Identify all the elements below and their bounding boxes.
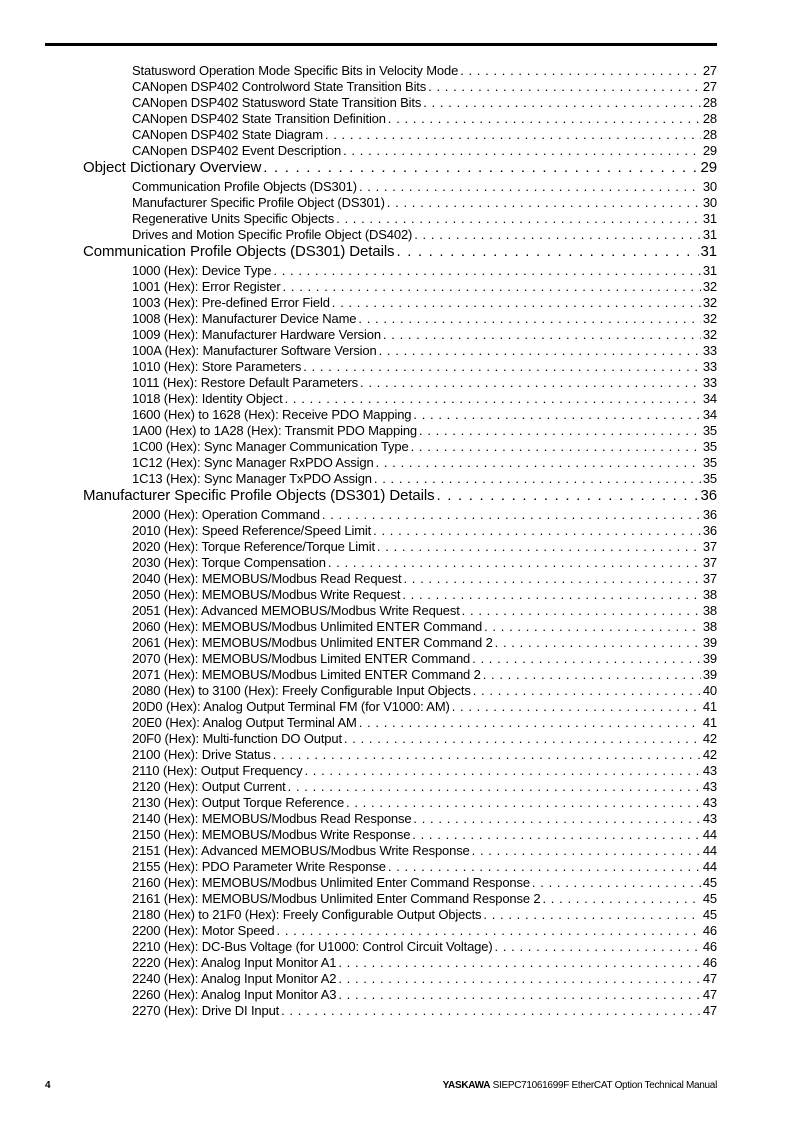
- toc-entry-page: 42: [702, 731, 717, 746]
- toc-entry-page: 37: [702, 571, 717, 586]
- dot-leader: [412, 827, 701, 843]
- toc-entry-title: 2030 (Hex): Torque Compensation: [132, 555, 326, 570]
- toc-entry[interactable]: [83, 843, 717, 859]
- dot-leader: [346, 795, 701, 811]
- toc-section-entry[interactable]: [83, 243, 717, 263]
- toc-entry[interactable]: [83, 195, 717, 211]
- toc-entry-page: 37: [702, 555, 717, 570]
- toc-entry-page: 28: [702, 95, 717, 110]
- toc-entry[interactable]: [83, 891, 717, 907]
- toc-entry-title: 20E0 (Hex): Analog Output Terminal AM: [132, 715, 357, 730]
- toc-entry-page: 35: [702, 471, 717, 486]
- dot-leader: [360, 375, 701, 391]
- toc-entry-title: 2070 (Hex): MEMOBUS/Modbus Limited ENTER Command: [132, 651, 471, 666]
- dot-leader: [388, 111, 701, 127]
- toc-entry-title: 2120 (Hex): Output Current: [132, 779, 286, 794]
- toc-entry[interactable]: [83, 827, 717, 843]
- toc-entry[interactable]: [83, 179, 717, 195]
- toc-entry-title: Statusword Operation Mode Specific Bits in Velocity Mode: [132, 63, 459, 78]
- toc-entry-page: 44: [702, 843, 717, 858]
- footer-manual-title: [443, 1080, 717, 1091]
- toc-entry[interactable]: [83, 907, 717, 923]
- toc-entry[interactable]: [83, 455, 717, 471]
- toc-entry[interactable]: [83, 603, 717, 619]
- dot-leader: [403, 571, 700, 587]
- toc-entry[interactable]: [83, 939, 717, 955]
- toc-entry-page: 45: [702, 875, 717, 890]
- toc-entry-title: 2140 (Hex): MEMOBUS/Modbus Read Response: [132, 811, 412, 826]
- dot-leader: [396, 243, 698, 261]
- toc-entry-page: 40: [702, 683, 717, 698]
- toc-entry[interactable]: [83, 523, 717, 539]
- header-rule: [45, 43, 717, 46]
- toc-entry-title: 1C12 (Hex): Sync Manager RxPDO Assign: [132, 455, 374, 470]
- toc-entry-page: 33: [702, 343, 717, 358]
- toc-entry[interactable]: [83, 63, 717, 79]
- toc-entry-page: 36: [702, 523, 717, 538]
- toc-entry-page: 31: [702, 211, 717, 226]
- dot-leader: [344, 731, 701, 747]
- toc-entry[interactable]: [83, 1003, 717, 1019]
- dot-leader: [402, 587, 701, 603]
- toc-entry-title: CANopen DSP402 State Diagram: [132, 127, 323, 142]
- toc-entry-page: 35: [702, 423, 717, 438]
- toc-entry-page: 32: [702, 311, 717, 326]
- toc-entry-title: Manufacturer Specific Profile Object (DS301): [132, 195, 385, 210]
- toc-entry[interactable]: [83, 359, 717, 375]
- toc-entry-title: 2110 (Hex): Output Frequency: [132, 763, 303, 778]
- toc-entry[interactable]: [83, 79, 717, 95]
- dot-leader: [281, 1003, 701, 1019]
- toc-entry-page: 39: [702, 651, 717, 666]
- dot-leader: [359, 179, 701, 195]
- toc-entry-page: 31: [700, 243, 717, 260]
- table-of-contents: [83, 63, 717, 1019]
- toc-entry-title: 1011 (Hex): Restore Default Parameters: [132, 375, 358, 390]
- toc-entry-page: 39: [702, 667, 717, 682]
- toc-entry-page: 36: [700, 487, 717, 504]
- dot-leader: [387, 195, 701, 211]
- toc-entry[interactable]: [83, 731, 717, 747]
- toc-entry-title: 2050 (Hex): MEMOBUS/Modbus Write Request: [132, 587, 401, 602]
- dot-leader: [437, 487, 699, 505]
- dot-leader: [460, 63, 701, 79]
- dot-leader: [336, 211, 701, 227]
- dot-leader: [283, 279, 701, 295]
- toc-entry-title: CANopen DSP402 Statusword State Transition Bits: [132, 95, 422, 110]
- toc-entry-title: 2080 (Hex) to 3100 (Hex): Freely Configurable Input Objects: [132, 683, 471, 698]
- toc-entry-title: 1001 (Hex): Error Register: [132, 279, 281, 294]
- toc-entry-title: 100A (Hex): Manufacturer Software Version: [132, 343, 377, 358]
- dot-leader: [413, 811, 700, 827]
- toc-entry-title: 1A00 (Hex) to 1A28 (Hex): Transmit PDO Mapping: [132, 423, 417, 438]
- toc-entry-title: 2020 (Hex): Torque Reference/Torque Limit: [132, 539, 375, 554]
- toc-entry[interactable]: [83, 539, 717, 555]
- dot-leader: [322, 507, 701, 523]
- toc-entry-title: 2155 (Hex): PDO Parameter Write Response: [132, 859, 386, 874]
- dot-leader: [413, 407, 700, 423]
- dot-leader: [414, 227, 701, 243]
- toc-entry-page: 27: [702, 63, 717, 78]
- dot-leader: [332, 295, 701, 311]
- dot-leader: [343, 143, 701, 159]
- toc-entry-page: 46: [702, 939, 717, 954]
- toc-entry-title: 2060 (Hex): MEMOBUS/Modbus Unlimited ENTER Command: [132, 619, 483, 634]
- toc-entry-title: 2270 (Hex): Drive DI Input: [132, 1003, 280, 1018]
- toc-entry-title: 1018 (Hex): Identity Object: [132, 391, 283, 406]
- toc-entry-title: 2071 (Hex): MEMOBUS/Modbus Limited ENTER Command 2: [132, 667, 481, 682]
- toc-entry-page: 43: [702, 811, 717, 826]
- toc-entry-page: 45: [702, 891, 717, 906]
- toc-entry[interactable]: [83, 227, 717, 243]
- dot-leader: [419, 423, 701, 439]
- toc-entry-title: 1009 (Hex): Manufacturer Hardware Version: [132, 327, 381, 342]
- toc-entry-page: 44: [702, 859, 717, 874]
- toc-entry[interactable]: [83, 635, 717, 651]
- toc-entry-title: CANopen DSP402 State Transition Definition: [132, 111, 386, 126]
- toc-entry-title: 2200 (Hex): Motor Speed: [132, 923, 275, 938]
- toc-entry-title: Communication Profile Objects (DS301) Details: [83, 243, 395, 260]
- toc-entry-page: 38: [702, 587, 717, 602]
- toc-entry-page: 47: [702, 987, 717, 1002]
- toc-entry-title: Object Dictionary Overview: [83, 159, 262, 176]
- toc-entry-page: 41: [702, 715, 717, 730]
- toc-entry[interactable]: [83, 507, 717, 523]
- toc-entry-page: 46: [702, 955, 717, 970]
- toc-section-entry[interactable]: [83, 159, 717, 179]
- toc-entry-title: 1C13 (Hex): Sync Manager TxPDO Assign: [132, 471, 372, 486]
- toc-entry[interactable]: [83, 571, 717, 587]
- toc-entry-title: 2210 (Hex): DC-Bus Voltage (for U1000: Control Circuit Voltage): [132, 939, 493, 954]
- dot-leader: [428, 79, 701, 95]
- dot-leader: [532, 875, 701, 891]
- toc-entry-page: 33: [702, 359, 717, 374]
- toc-section-entry[interactable]: [83, 487, 717, 507]
- dot-leader: [263, 159, 698, 177]
- toc-entry-page: 39: [702, 635, 717, 650]
- dot-leader: [358, 311, 700, 327]
- toc-entry[interactable]: [83, 391, 717, 407]
- footer-page-number: 4: [45, 1080, 51, 1091]
- toc-entry[interactable]: [83, 327, 717, 343]
- toc-entry-page: 31: [702, 263, 717, 278]
- toc-entry-page: 32: [702, 327, 717, 342]
- toc-entry-title: 2240 (Hex): Analog Input Monitor A2: [132, 971, 337, 986]
- dot-leader: [383, 327, 701, 343]
- toc-entry-title: 20F0 (Hex): Multi-function DO Output: [132, 731, 342, 746]
- dot-leader: [285, 391, 701, 407]
- toc-entry[interactable]: [83, 407, 717, 423]
- toc-entry-page: 31: [702, 227, 717, 242]
- toc-entry[interactable]: [83, 715, 717, 731]
- toc-entry-title: 2051 (Hex): Advanced MEMOBUS/Modbus Write Request: [132, 603, 460, 618]
- toc-entry[interactable]: [83, 699, 717, 715]
- dot-leader: [303, 359, 701, 375]
- toc-entry-title: Drives and Motion Specific Profile Object (DS402): [132, 227, 413, 242]
- dot-leader: [423, 95, 701, 111]
- toc-entry-title: 2260 (Hex): Analog Input Monitor A3: [132, 987, 337, 1002]
- toc-entry[interactable]: [83, 111, 717, 127]
- toc-entry-page: 32: [702, 295, 717, 310]
- dot-leader: [484, 619, 701, 635]
- footer-brand: YASKAWA: [442, 1080, 491, 1091]
- toc-entry-title: 1003 (Hex): Pre-defined Error Field: [132, 295, 330, 310]
- toc-entry[interactable]: [83, 143, 717, 159]
- dot-leader: [359, 715, 701, 731]
- toc-entry[interactable]: [83, 375, 717, 391]
- toc-entry-title: 2040 (Hex): MEMOBUS/Modbus Read Request: [132, 571, 402, 586]
- toc-entry-page: 33: [702, 375, 717, 390]
- toc-entry[interactable]: [83, 811, 717, 827]
- toc-entry-title: 2220 (Hex): Analog Input Monitor A1: [132, 955, 337, 970]
- toc-entry-page: 47: [702, 971, 717, 986]
- dot-leader: [411, 439, 701, 455]
- toc-entry-title: 2100 (Hex): Drive Status: [132, 747, 271, 762]
- dot-leader: [288, 779, 701, 795]
- toc-entry-page: 38: [702, 603, 717, 618]
- toc-entry-page: 46: [702, 923, 717, 938]
- toc-entry-page: 47: [702, 1003, 717, 1018]
- dot-leader: [379, 343, 701, 359]
- toc-entry-title: CANopen DSP402 Controlword State Transition Bits: [132, 79, 427, 94]
- dot-leader: [472, 843, 701, 859]
- dot-leader: [277, 923, 701, 939]
- toc-entry-title: Regenerative Units Specific Objects: [132, 211, 335, 226]
- toc-entry[interactable]: [83, 987, 717, 1003]
- toc-entry-title: 2160 (Hex): MEMOBUS/Modbus Unlimited Enter Command Response: [132, 875, 530, 890]
- toc-entry[interactable]: [83, 211, 717, 227]
- dot-leader: [273, 263, 700, 279]
- toc-entry-title: 1000 (Hex): Device Type: [132, 263, 272, 278]
- toc-entry-title: 2161 (Hex): MEMOBUS/Modbus Unlimited Enter Command Response 2: [132, 891, 541, 906]
- toc-entry-page: 35: [702, 439, 717, 454]
- toc-entry-page: 28: [702, 111, 717, 126]
- toc-entry[interactable]: [83, 875, 717, 891]
- dot-leader: [388, 859, 701, 875]
- toc-entry[interactable]: [83, 859, 717, 875]
- toc-entry-page: 42: [702, 747, 717, 762]
- toc-entry-page: 30: [702, 195, 717, 210]
- toc-entry-page: 44: [702, 827, 717, 842]
- toc-entry-title: CANopen DSP402 Event Description: [132, 143, 342, 158]
- toc-entry-title: 2010 (Hex): Speed Reference/Speed Limit: [132, 523, 372, 538]
- dot-leader: [328, 555, 701, 571]
- dot-leader: [542, 891, 700, 907]
- dot-leader: [495, 635, 701, 651]
- toc-entry-title: 1010 (Hex): Store Parameters: [132, 359, 302, 374]
- dot-leader: [377, 539, 701, 555]
- toc-entry-page: 38: [702, 619, 717, 634]
- toc-entry[interactable]: [83, 795, 717, 811]
- dot-leader: [472, 651, 701, 667]
- dot-leader: [473, 683, 701, 699]
- toc-entry-title: 2061 (Hex): MEMOBUS/Modbus Unlimited ENTER Command 2: [132, 635, 493, 650]
- toc-entry[interactable]: [83, 127, 717, 143]
- toc-entry[interactable]: [83, 747, 717, 763]
- toc-entry-title: Manufacturer Specific Profile Objects (DS301) Details: [83, 487, 435, 504]
- toc-entry[interactable]: [83, 311, 717, 327]
- toc-entry-page: 41: [702, 699, 717, 714]
- toc-entry-title: 20D0 (Hex): Analog Output Terminal FM (for V1000: AM): [132, 699, 450, 714]
- toc-entry[interactable]: [83, 587, 717, 603]
- dot-leader: [376, 455, 701, 471]
- toc-entry-page: 29: [702, 143, 717, 158]
- toc-entry-page: 34: [702, 407, 717, 422]
- toc-entry-title: 2150 (Hex): MEMOBUS/Modbus Write Response: [132, 827, 411, 842]
- toc-entry-page: 28: [702, 127, 717, 142]
- toc-entry[interactable]: [83, 95, 717, 111]
- toc-entry[interactable]: [83, 923, 717, 939]
- dot-leader: [374, 471, 701, 487]
- toc-entry-title: Communication Profile Objects (DS301): [132, 179, 357, 194]
- toc-entry-page: 32: [702, 279, 717, 294]
- toc-entry[interactable]: [83, 263, 717, 279]
- toc-entry[interactable]: [83, 779, 717, 795]
- toc-entry-page: 36: [702, 507, 717, 522]
- toc-entry-page: 43: [702, 779, 717, 794]
- toc-entry[interactable]: [83, 651, 717, 667]
- toc-entry-title: 2151 (Hex): Advanced MEMOBUS/Modbus Write Response: [132, 843, 470, 858]
- dot-leader: [483, 667, 701, 683]
- dot-leader: [373, 523, 701, 539]
- toc-entry[interactable]: [83, 279, 717, 295]
- toc-entry[interactable]: [83, 439, 717, 455]
- toc-entry[interactable]: [83, 423, 717, 439]
- toc-entry-title: 2130 (Hex): Output Torque Reference: [132, 795, 345, 810]
- toc-entry-title: 2180 (Hex) to 21F0 (Hex): Freely Configurable Output Objects: [132, 907, 482, 922]
- toc-entry-page: 45: [702, 907, 717, 922]
- toc-entry[interactable]: [83, 295, 717, 311]
- toc-entry-title: 1C00 (Hex): Sync Manager Communication Type: [132, 439, 409, 454]
- dot-leader: [452, 699, 701, 715]
- dot-leader: [338, 971, 701, 987]
- toc-entry[interactable]: [83, 667, 717, 683]
- toc-entry-page: 34: [702, 391, 717, 406]
- dot-leader: [338, 955, 701, 971]
- dot-leader: [325, 127, 701, 143]
- dot-leader: [338, 987, 701, 1003]
- toc-entry-title: 1600 (Hex) to 1628 (Hex): Receive PDO Mapping: [132, 407, 412, 422]
- toc-entry-page: 27: [702, 79, 717, 94]
- toc-entry[interactable]: [83, 471, 717, 487]
- toc-entry-page: 29: [700, 159, 717, 176]
- dot-leader: [495, 939, 701, 955]
- toc-entry-page: 43: [702, 795, 717, 810]
- footer-title-text: SIEPC71061699F EtherCAT Option Technical Manual: [490, 1080, 717, 1091]
- toc-entry-title: 1008 (Hex): Manufacturer Device Name: [132, 311, 357, 326]
- toc-entry-title: 2000 (Hex): Operation Command: [132, 507, 320, 522]
- toc-entry[interactable]: [83, 555, 717, 571]
- toc-entry-page: 37: [702, 539, 717, 554]
- toc-entry[interactable]: [83, 763, 717, 779]
- toc-entry[interactable]: [83, 971, 717, 987]
- dot-leader: [304, 763, 700, 779]
- dot-leader: [483, 907, 700, 923]
- toc-entry-page: 43: [702, 763, 717, 778]
- toc-entry[interactable]: [83, 619, 717, 635]
- dot-leader: [273, 747, 701, 763]
- toc-entry[interactable]: [83, 683, 717, 699]
- toc-entry[interactable]: [83, 343, 717, 359]
- dot-leader: [462, 603, 701, 619]
- toc-entry-page: 30: [702, 179, 717, 194]
- toc-entry-page: 35: [702, 455, 717, 470]
- toc-entry[interactable]: [83, 955, 717, 971]
